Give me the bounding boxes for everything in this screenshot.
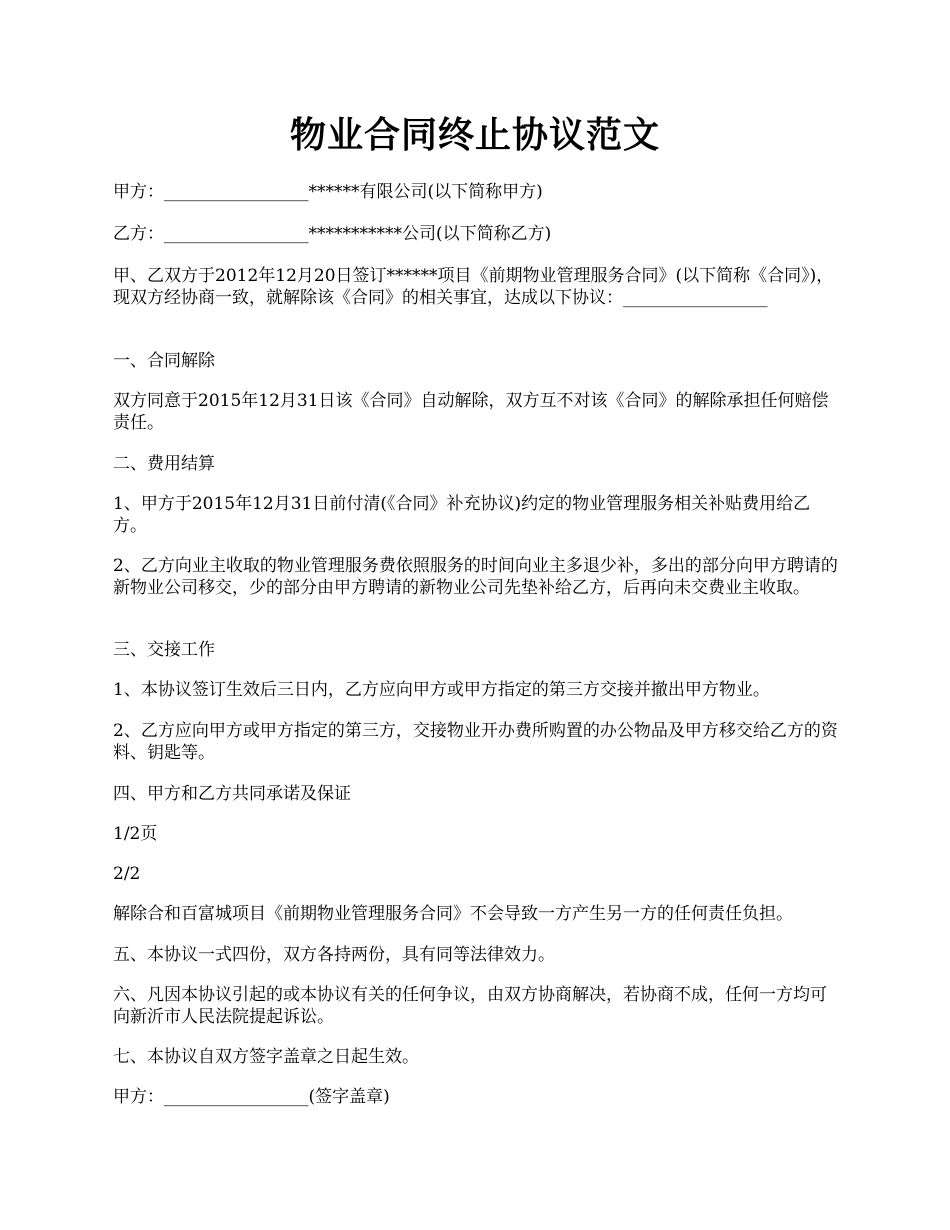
section-7-paragraph: 七、本协议自双方签字盖章之日起生效。 [113,1047,419,1067]
section-heading-1: 一、合同解除 [113,351,215,371]
page-number-1: 1/2页 [113,824,158,844]
party-b-line: 乙方：_________________***********公司(以下简称乙方) [113,224,552,244]
section-heading-2: 二、费用结算 [113,454,215,474]
section-4-paragraph: 解除合和百富城项目《前期物业管理服务合同》不会导致一方产生另一方的任何责任负担。 [113,904,793,924]
section-heading-4: 四、甲方和乙方共同承诺及保证 [113,784,351,804]
section-3-item-2: 2、乙方应向甲方或甲方指定的第三方，交接物业开办费所购置的办公物品及甲方移交给乙方的资料、钥匙等。 [113,721,838,763]
section-2-item-2: 2、乙方向业主收取的物业管理服务费依照服务的时间向业主多退少补，多出的部分向甲方聘请的新物业公司移交，少的部分由甲方聘请的新物业公司先垫补给乙方，后再向未交费业主收取。 [113,556,838,598]
section-1-paragraph: 双方同意于2015年12月31日该《合同》自动解除，双方互不对该《合同》的解除承担任何赔偿责任。 [113,391,829,433]
page-number-2: 2/2 [113,864,141,884]
party-a-line: 甲方：_________________******有限公司(以下简称甲方) [113,182,543,202]
section-2-item-1: 1、甲方于2015年12月31日前付清(《合同》补充协议)约定的物业管理服务相关补贴费用给乙方。 [113,494,811,536]
preamble-paragraph: 甲、乙双方于2012年12月20日签订******项目《前期物业管理服务合同》(以下简称《合同》)，现双方经协商一致，就解除该《合同》的相关事宜，达成以下协议：_________________ [113,266,834,308]
page-title: 物业合同终止协议范文 [289,114,660,156]
section-3-item-1: 1、本协议签订生效后三日内，乙方应向甲方或甲方指定的第三方交接并撤出甲方物业。 [113,680,770,700]
section-6-paragraph: 六、凡因本协议引起的或本协议有关的任何争议，由双方协商解决，若协商不成，任何一方均可向新沂市人民法院提起诉讼。 [113,985,827,1027]
section-5-paragraph: 五、本协议一式四份，双方各持两份，具有同等法律效力。 [113,945,555,965]
section-heading-3: 三、交接工作 [113,640,215,660]
signature-line-party-a: 甲方：_________________(签字盖章) [113,1087,390,1107]
